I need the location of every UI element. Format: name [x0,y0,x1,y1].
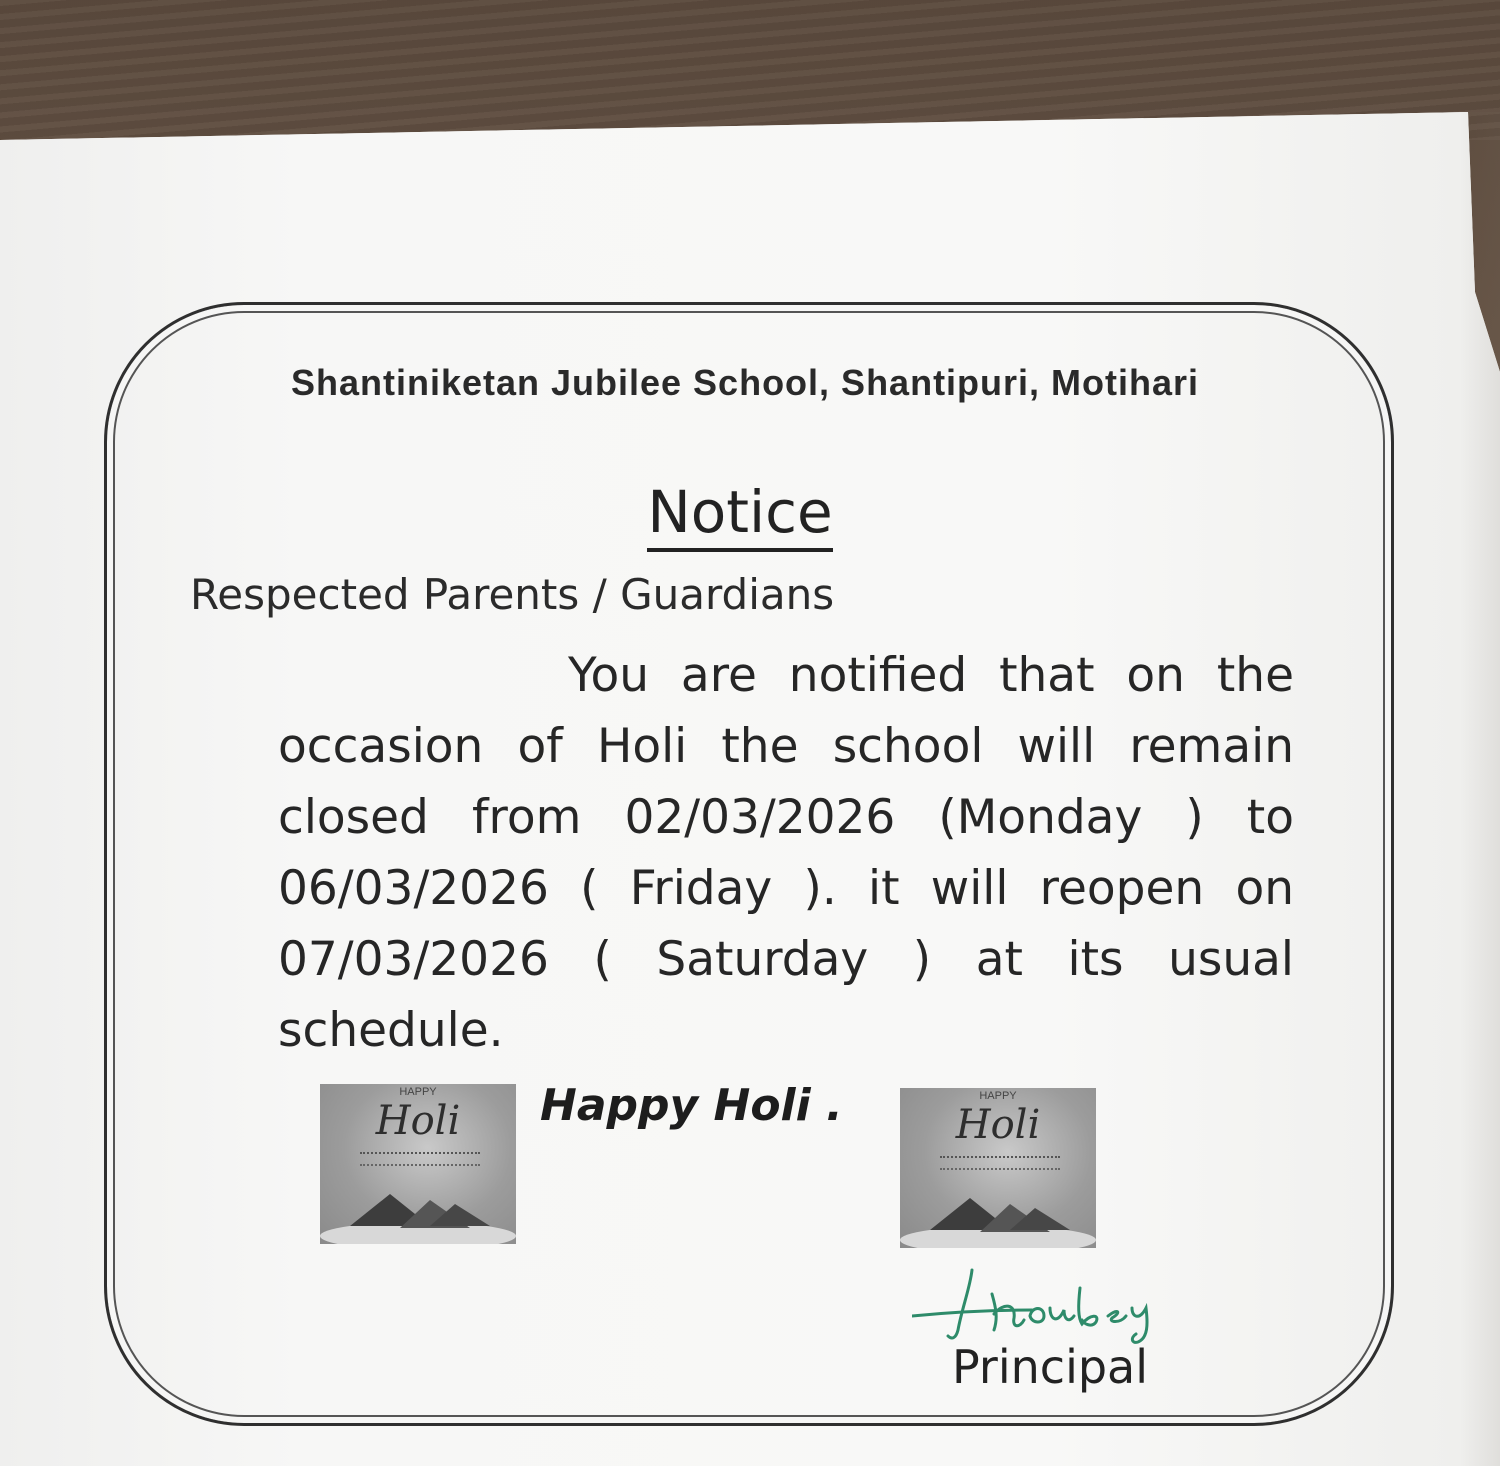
principal-signature [912,1258,1182,1352]
notice-title-text: Notice [647,478,832,552]
school-name-heading: Shantiniketan Jubilee School, Shantipuri, Motihari [290,362,1200,403]
card-happy-label: HAPPY [399,1086,437,1098]
card-holi-label: Holi [375,1098,461,1144]
handwritten-signature-icon [912,1258,1182,1348]
card-holi-label: Holi [955,1102,1041,1148]
salutation-line: Respected Parents / Guardians [190,570,835,619]
happy-holi-image-left [320,1084,516,1244]
color-powder-piles-icon [900,1168,1096,1248]
color-powder-piles-icon [320,1164,516,1244]
happy-holi-image-right [900,1088,1096,1248]
notice-title [560,478,920,546]
notice-body-paragraph: You are notified that on the occasion of Holi the school will remain closed from 02/03/2026 (Monday ) to 06/03/2026 ( Friday ). it will reopen on 07/03/2026 ( Saturday ) at its usual schedule. [278,648,1294,1058]
card-happy-label: HAPPY [979,1090,1017,1102]
happy-holi-greeting: Happy Holi . [540,1080,843,1131]
signatory-title: Principal [952,1340,1149,1394]
